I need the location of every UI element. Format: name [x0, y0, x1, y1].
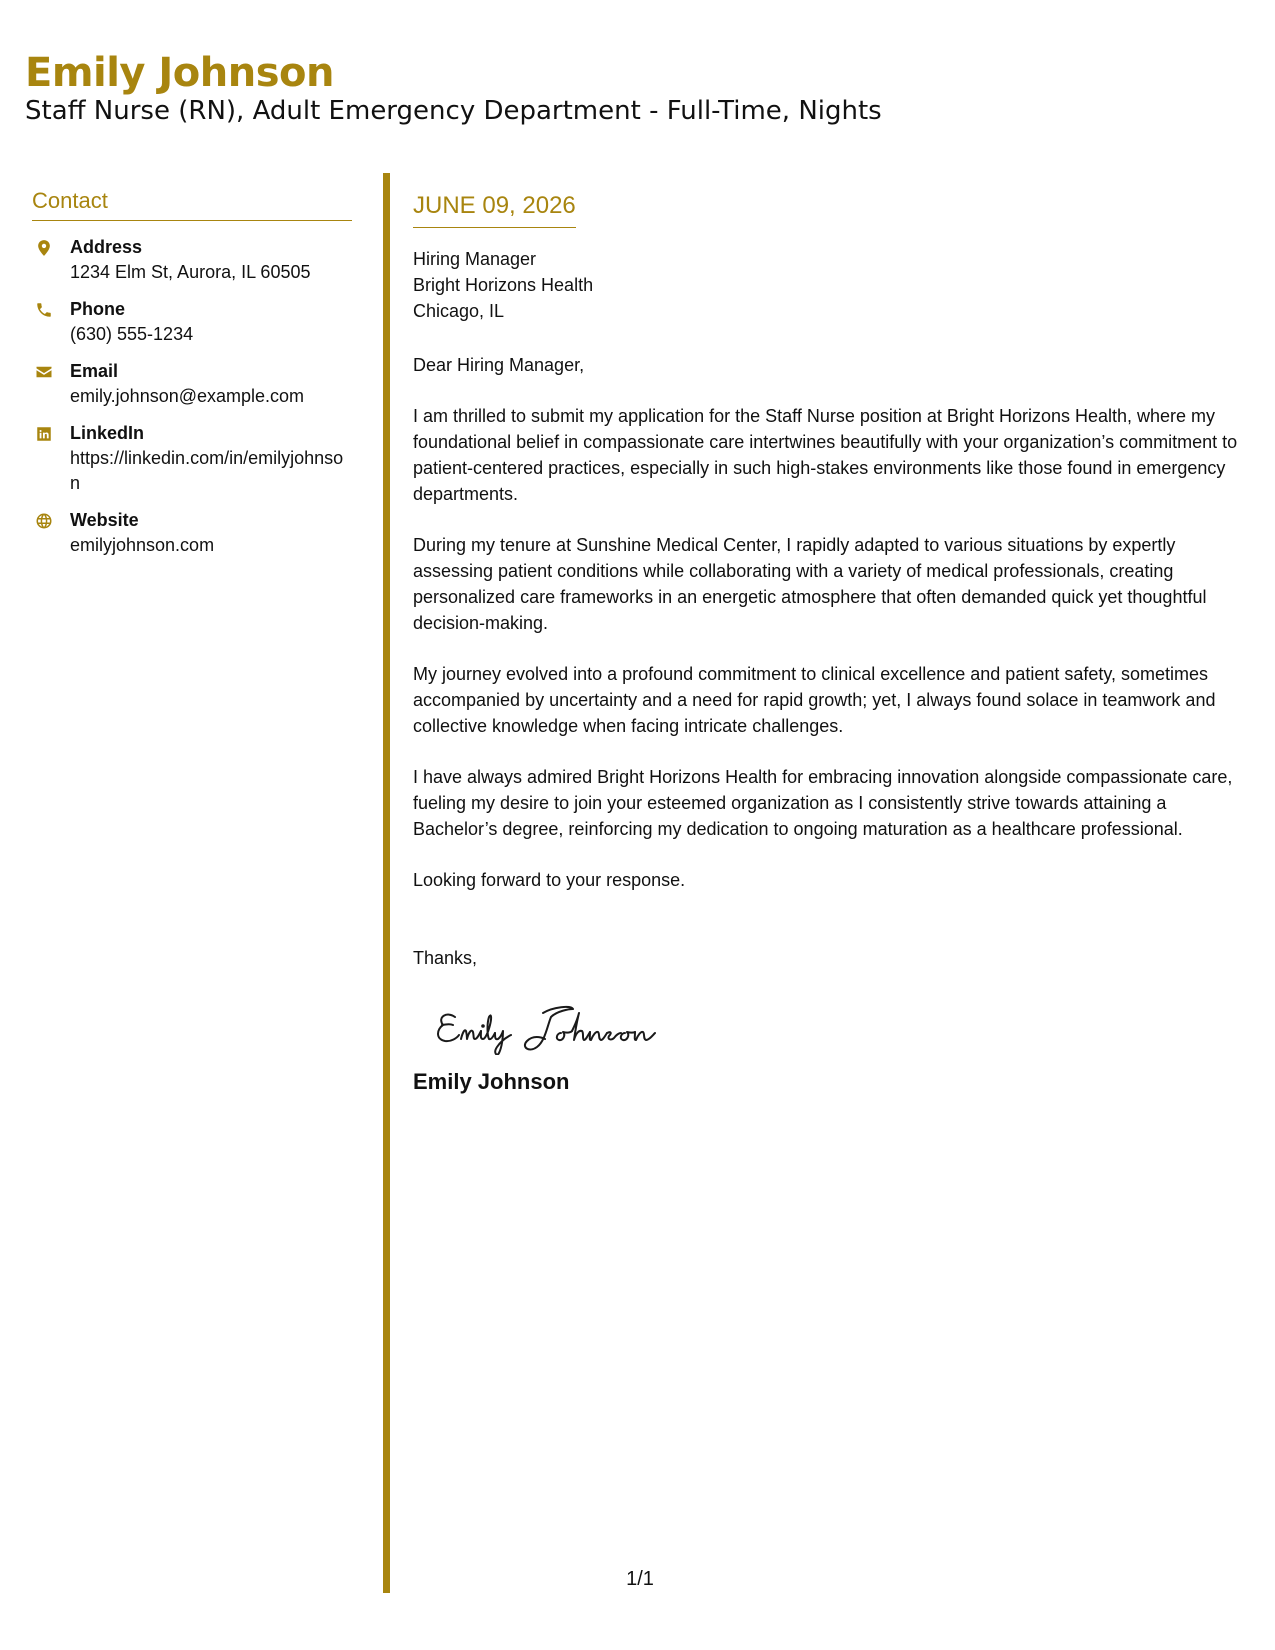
- letter-paragraph: My journey evolved into a profound commitment to clinical excellence and patient safety, sometimes accompanied by uncertainty and a need for rapid growth; yet, I always found solace in teamwork and collective knowledge when facing intricate challenges.: [413, 664, 1216, 736]
- envelope-icon: [32, 361, 56, 383]
- closing: Thanks,: [413, 948, 478, 968]
- contact-item-address: [32, 235, 352, 285]
- letter-paragraph: I have always admired Bright Horizons Health for embracing innovation alongside compassionate care, fueling my desire to join your esteemed organization as I consistently strive towards attaining a Bachelor’s degree, reinforcing my dedication to ongoing maturation as a healthcare professional.: [413, 767, 1233, 839]
- recipient-line: Hiring Manager: [413, 249, 537, 269]
- letter-date: JUNE 09, 2026: [413, 190, 576, 228]
- page-number: 1/1: [626, 1568, 654, 1590]
- handwritten-signature: [433, 995, 673, 1055]
- recipient-block: [413, 246, 1243, 324]
- position-title: Staff Nurse (RN), Adult Emergency Department - Full-Time, Nights: [25, 96, 882, 126]
- contact-item-website: [32, 508, 352, 558]
- linkedin-link[interactable]: https://linkedin.com/in/emilyjohnson: [70, 448, 344, 493]
- email-value[interactable]: emily.johnson@example.com: [70, 386, 305, 406]
- contact-label: LinkedIn: [70, 423, 145, 443]
- signed-name: Emily Johnson: [413, 1069, 570, 1094]
- contact-label: Website: [70, 510, 139, 530]
- phone-value[interactable]: (630) 555-1234: [70, 324, 194, 344]
- address-value: 1234 Elm St, Aurora, IL 60505: [70, 262, 311, 282]
- recipient-line: Chicago, IL: [413, 301, 505, 321]
- contact-sidebar: [32, 186, 352, 570]
- header: [25, 48, 1245, 128]
- letter-paragraph: Looking forward to your response.: [413, 870, 686, 890]
- contact-label: Address: [70, 237, 143, 257]
- recipient-line: Bright Horizons Health: [413, 275, 594, 295]
- contact-section-title: Contact: [32, 186, 352, 221]
- contact-item-phone: [32, 297, 352, 347]
- contact-label: Phone: [70, 299, 126, 319]
- cover-letter-body: [413, 190, 1243, 1097]
- contact-item-email: [32, 359, 352, 409]
- website-link[interactable]: emilyjohnson.com: [70, 535, 215, 555]
- letter-paragraph: I am thrilled to submit my application for the Staff Nurse position at Bright Horizons Health, where my foundational belief in compassionate care intertwines beautifully with your organization’s commitment to patient-centered practices, especially in such high-stakes environments like those found in emergency departments.: [413, 406, 1238, 504]
- greeting: Dear Hiring Manager,: [413, 355, 585, 375]
- applicant-name: Emily Johnson: [25, 50, 335, 96]
- vertical-divider: [383, 173, 390, 1593]
- contact-label: Email: [70, 361, 119, 381]
- phone-icon: [32, 299, 56, 321]
- contact-item-linkedin: [32, 421, 352, 496]
- map-pin-icon: [32, 237, 56, 259]
- linkedin-icon: [32, 423, 56, 445]
- globe-icon: [32, 510, 56, 532]
- letter-paragraph: During my tenure at Sunshine Medical Center, I rapidly adapted to various situations by expertly assessing patient conditions while collaborating with a variety of medical professionals, creating personalized care frameworks in an energetic atmosphere that often demanded quick yet thoughtful decision-making.: [413, 535, 1207, 633]
